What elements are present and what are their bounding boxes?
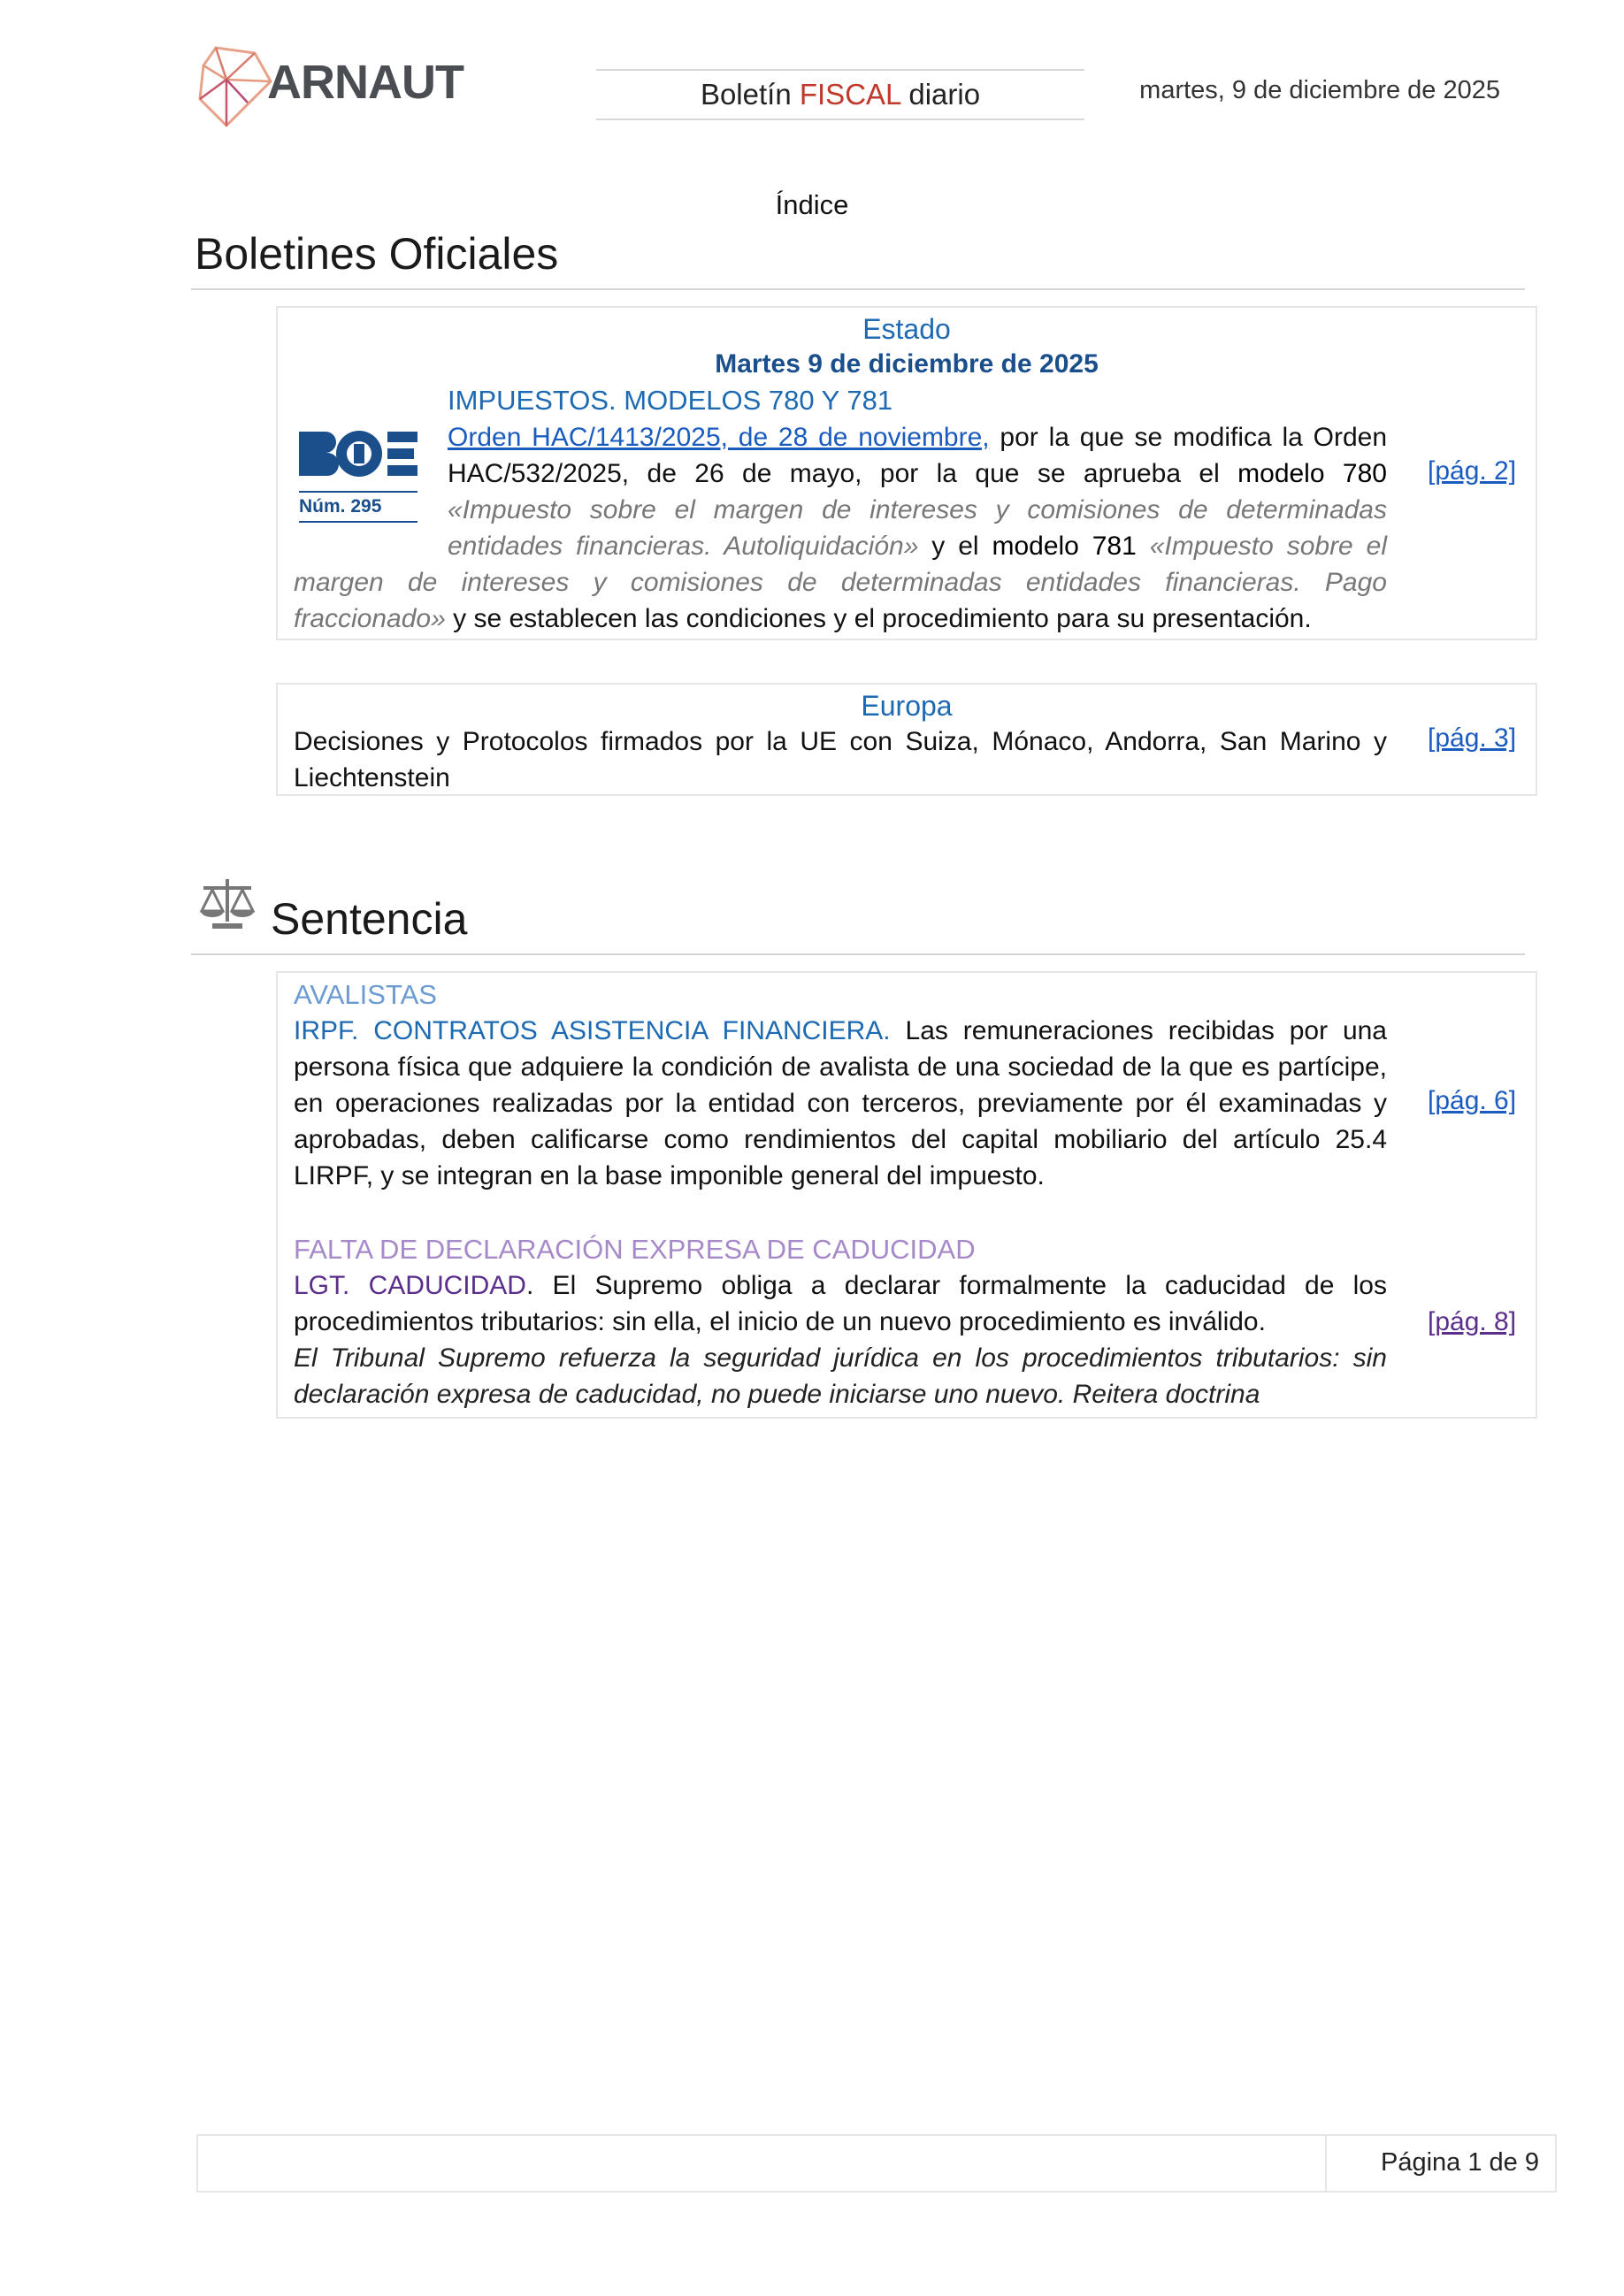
boe-number: Núm. 295 [299, 491, 417, 523]
sentencia-item-caducidad: FALTA DE DECLARACIÓN EXPRESA DE CADUCIDAD LGT. CADUCIDAD. El Supremo obliga a declarar formalmente la caducidad de los procedimientos tributarios: sin ella, el inicio de un nuevo procedimiento es inválido. El Tribunal Supremo refuerza la seguridad jurídica en los procedimientos tributarios: sin declaración expresa de caducidad, no puede iniciarse uno nuevo. Reitera doctrina [294, 1231, 1387, 1412]
estado-date: Martes 9 de diciembre de 2025 [715, 349, 1099, 379]
bulletin-title: Boletín FISCAL diario [596, 69, 1084, 120]
fiscal-highlight: FISCAL [799, 78, 901, 111]
page-footer [196, 2134, 1557, 2193]
page-ref-link[interactable]: [pág. 3] [1428, 723, 1517, 753]
section-title-boletines: Boletines Oficiales [195, 229, 559, 279]
section-divider [191, 953, 1525, 955]
keyword-irpf: IRPF. CONTRATOS ASISTENCIA FINANCIERA. [294, 1016, 891, 1045]
estado-box [276, 306, 1537, 640]
europa-box [276, 683, 1537, 796]
gem-logo-icon [196, 44, 276, 133]
page-ref-link[interactable]: [pág. 6] [1428, 1086, 1517, 1115]
keyword-lgt: LGT. CADUCIDAD [294, 1271, 526, 1300]
estado-topic: IMPUESTOS. MODELOS 780 Y 781 [448, 385, 893, 416]
arnaut-logo [196, 44, 462, 133]
sentencia-box [276, 971, 1537, 1419]
estado-heading: Estado [862, 313, 951, 345]
index-label: Índice [775, 189, 849, 220]
estado-entry: IMPUESTOS. MODELOS 780 Y 781 Orden HAC/1413/2025, de 28 de noviembre, por la que se modifica la Orden HAC/532/2025, de 26 de mayo, por la que se aprueba el modelo 780 «Impuesto sobre el margen de intereses y comisiones de determinadas entidades financieras. Autoliquidación» y el modelo 781 «Impuesto sobre el margen de intereses y comisiones de determinadas entidades financieras. Pago fraccionado» y se establecen las condiciones y el procedimiento para su presentación. [294, 385, 1388, 633]
europa-heading: Europa [861, 690, 953, 722]
category-avalistas: AVALISTAS [294, 979, 437, 1010]
page-number: Página 1 de 9 [1381, 2148, 1539, 2177]
orden-link[interactable]: Orden HAC/1413/2025, de 28 de noviembre, [448, 423, 990, 452]
header-date: martes, 9 de diciembre de 2025 [1139, 76, 1500, 104]
scales-icon [198, 876, 257, 934]
category-caducidad: FALTA DE DECLARACIÓN EXPRESA DE CADUCIDAD [294, 1234, 976, 1265]
caducidad-summary: El Tribunal Supremo refuerza la seguridad jurídica en los procedimientos tributarios: sin declaración expresa de caducidad, no puede iniciarse uno nuevo. Reitera doctrina [294, 1343, 1387, 1409]
europa-text: Decisiones y Protocolos firmados por la UE con Suiza, Mónaco, Andorra, San Marino y Liechtenstein [294, 727, 1387, 792]
section-divider [191, 288, 1525, 290]
page-ref-link[interactable]: [pág. 8] [1428, 1307, 1517, 1336]
section-title-sentencia: Sentencia [271, 894, 468, 944]
modelo-781: modelo 781 [992, 532, 1137, 561]
brand-name: ARNAUT [267, 56, 463, 109]
page-ref-link[interactable]: [pág. 2] [1428, 456, 1517, 486]
sentencia-item-avalistas: AVALISTAS IRPF. CONTRATOS ASISTENCIA FINANCIERA. Las remuneraciones recibidas por una persona física que adquiere la condición de avalista de una sociedad de la que es partícipe, en operaciones realizadas por la entidad con terceros, previamente por él examinadas y aprobadas, deben calificarse como rendimientos del capital mobiliario del artículo 25.4 LIRPF, y se integran en la base imponible general del impuesto. [294, 976, 1387, 1194]
modelo-780: modelo 780 [1237, 459, 1387, 488]
